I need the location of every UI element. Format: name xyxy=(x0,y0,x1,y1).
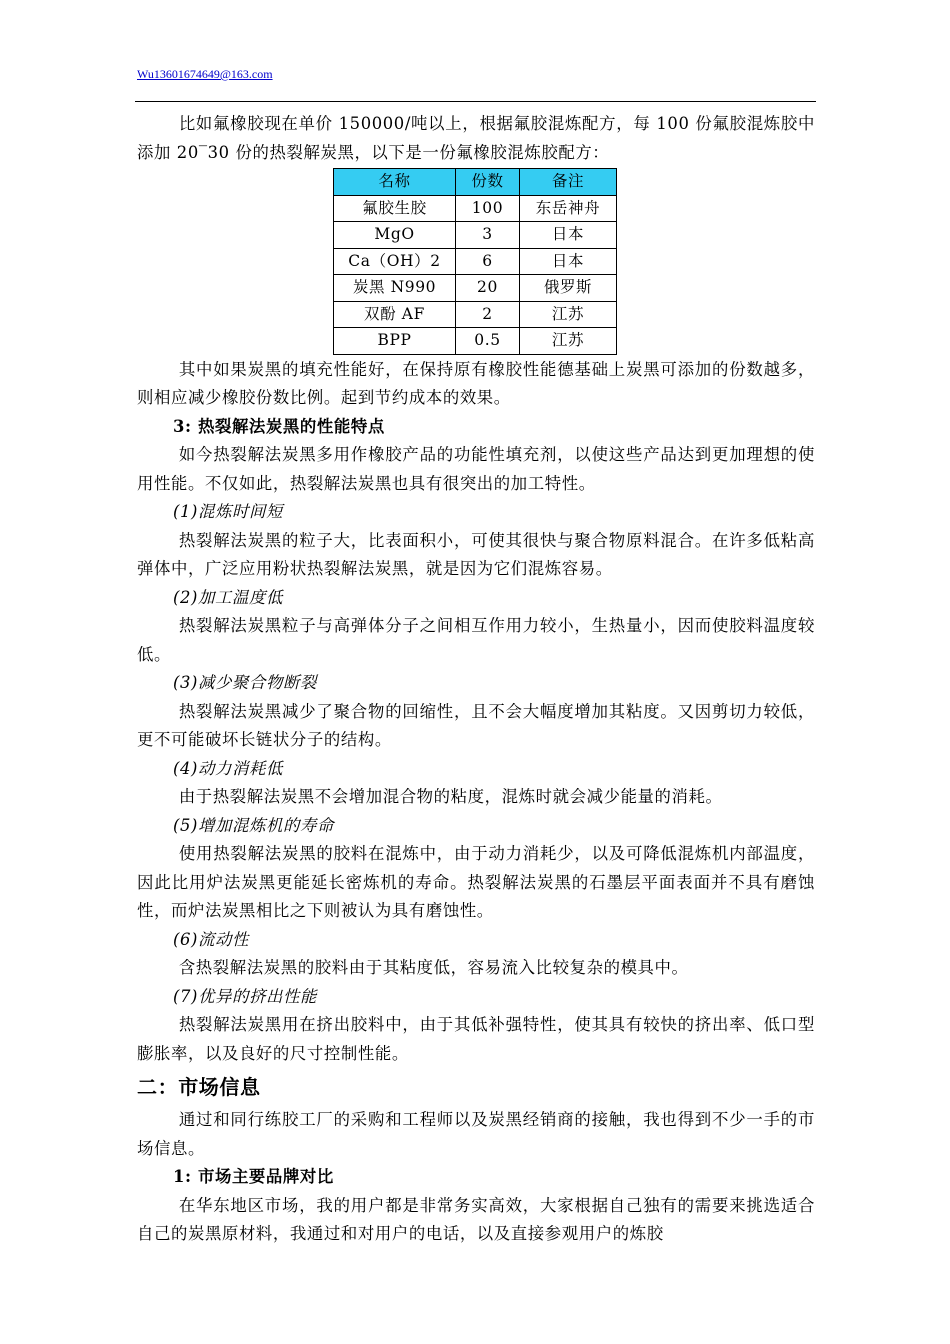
section3-heading: 3: 热裂解法炭黑的性能特点 xyxy=(173,416,385,436)
feature-title: (3)减少聚合物断裂 xyxy=(173,673,317,692)
feature-body: 由于热裂解法炭黑不会增加混合物的粘度，混炼时就会减少能量的消耗。 xyxy=(178,787,723,806)
table-cell: 0.5 xyxy=(456,328,520,355)
table-cell: 氟胶生胶 xyxy=(334,195,456,222)
table-cell: 江苏 xyxy=(520,328,617,355)
table-header-row xyxy=(334,169,617,196)
table-row xyxy=(334,195,617,222)
header-email-link[interactable]: Wu13601674649@163.com xyxy=(137,67,273,81)
table-cell: 6 xyxy=(456,248,520,275)
table-cell: BPP xyxy=(334,328,456,355)
part2-sub1-body: 在华东地区市场，我的用户都是非常务实高效，大家根据自己独有的需要来挑选适合自己的炭黑原材料，我通过和对用户的电话，以及直接参观用户的炼胶 xyxy=(137,1195,815,1243)
table-header-cell: 备注 xyxy=(520,169,617,196)
feature-body: 热裂解法炭黑用在挤出胶料中，由于其低补强特性，使其具有较快的挤出率、低口型膨胀率，以及良好的尺寸控制性能。 xyxy=(137,1015,815,1063)
table-cell: Ca（OH）2 xyxy=(334,248,456,275)
table-row xyxy=(334,275,617,302)
feature-body: 热裂解法炭黑减少了聚合物的回缩性，且不会大幅度增加其粘度。又因剪切力较低，更不可能破坏长链状分子的结构。 xyxy=(137,701,815,749)
document-body xyxy=(137,110,815,1249)
table-row xyxy=(334,301,617,328)
feature-title: (5)增加混炼机的寿命 xyxy=(173,815,334,835)
table-cell: 日本 xyxy=(520,248,617,275)
table-cell: 2 xyxy=(456,301,520,328)
feature-title: (6)流动性 xyxy=(173,929,249,949)
table-cell: 江苏 xyxy=(520,301,617,328)
part2-sub1-heading: 1: 市场主要品牌对比 xyxy=(173,1167,334,1186)
table-cell: MgO xyxy=(334,222,456,249)
feature-body: 含热裂解法炭黑的胶料由于其粘度低，容易流入比较复杂的模具中。 xyxy=(178,958,689,977)
intro-paragraph: 比如氟橡胶现在单价 150000/吨以上，根据氟胶混炼配方，每 100 份氟胶混炼胶中添加 20‾30 份的热裂解炭黑，以下是一份氟橡胶混炼胶配方： xyxy=(137,114,815,162)
feature-title: (1)混炼时间短 xyxy=(173,502,283,521)
table-row xyxy=(334,248,617,275)
part2-intro: 通过和同行练胶工厂的采购和工程师以及炭黑经销商的接触，我也得到不少一手的市场信息。 xyxy=(137,1110,815,1158)
table-cell: 炭黑 N990 xyxy=(334,275,456,302)
header-divider xyxy=(135,101,816,102)
part2-heading: 二：市场信息 xyxy=(137,1075,261,1099)
feature-title: (2)加工温度低 xyxy=(173,587,283,607)
table-cell: 100 xyxy=(456,195,520,222)
section3-intro: 如今热裂解法炭黑多用作橡胶产品的功能性填充剂，以使这些产品达到更加理想的使用性能。不仅如此，热裂解法炭黑也具有很突出的加工特性。 xyxy=(137,445,815,493)
formula-table xyxy=(333,168,617,355)
table-header-cell: 份数 xyxy=(456,169,520,196)
feature-title: (7)优异的挤出性能 xyxy=(173,986,317,1006)
feature-title: (4)动力消耗低 xyxy=(173,758,283,778)
table-cell: 双酚 AF xyxy=(334,301,456,328)
table-cell: 20 xyxy=(456,275,520,302)
table-cell: 东岳神舟 xyxy=(520,195,617,222)
table-cell: 俄罗斯 xyxy=(520,275,617,302)
table-row xyxy=(334,222,617,249)
after-table-paragraph: 其中如果炭黑的填充性能好，在保持原有橡胶性能德基础上炭黑可添加的份数越多，则相应减少橡胶份数比例。起到节约成本的效果。 xyxy=(137,359,815,407)
table-cell: 3 xyxy=(456,222,520,249)
table-cell: 日本 xyxy=(520,222,617,249)
table-row xyxy=(334,328,617,355)
feature-body: 热裂解法炭黑的粒子大，比表面积小，可使其很快与聚合物原料混合。在许多低粘高弹体中，广泛应用粉状热裂解法炭黑，就是因为它们混炼容易。 xyxy=(137,530,815,578)
table-header-cell: 名称 xyxy=(334,169,456,196)
feature-body: 热裂解法炭黑粒子与高弹体分子之间相互作用力较小，生热量小，因而使胶料温度较低。 xyxy=(137,616,815,664)
feature-body: 使用热裂解法炭黑的胶料在混炼中，由于动力消耗少，以及可降低混炼机内部温度，因此比用炉法炭黑更能延长密炼机的寿命。热裂解法炭黑的石墨层平面表面并不具有磨蚀性，而炉法炭黑相比之下则被认为具有磨蚀性。 xyxy=(137,844,815,920)
